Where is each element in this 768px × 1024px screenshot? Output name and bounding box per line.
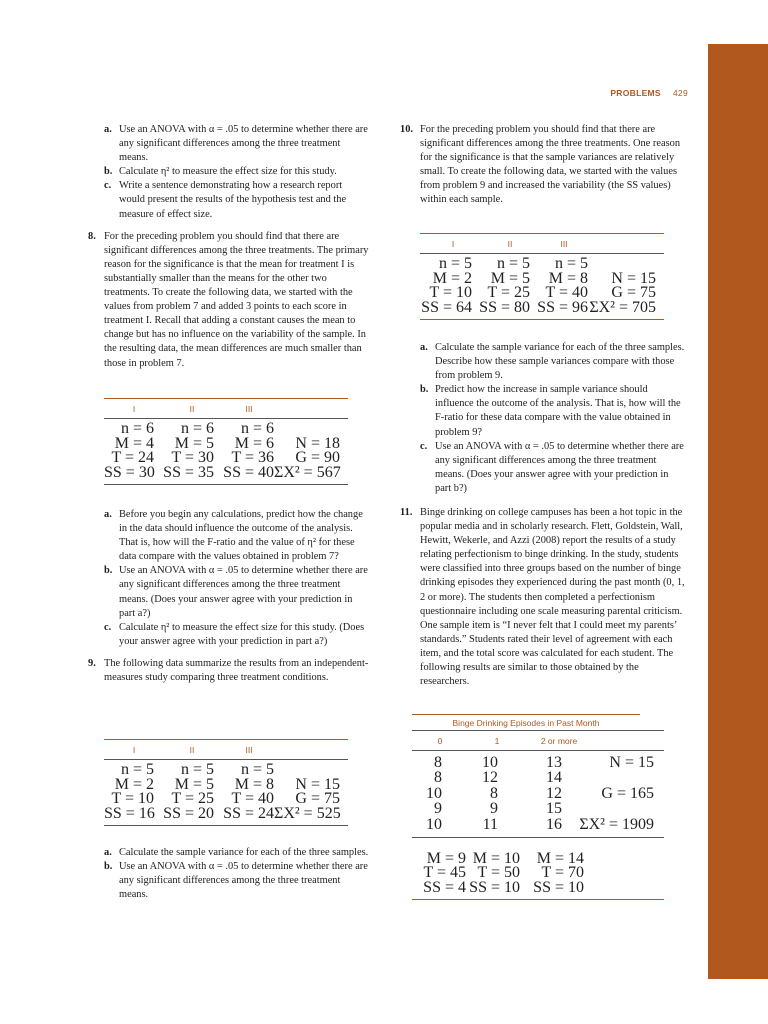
cell: T = 50	[477, 864, 520, 882]
cell: n = 6	[120, 420, 154, 438]
cell: M = 10	[472, 849, 520, 867]
table-problem-11	[412, 714, 664, 900]
problem-10	[400, 123, 686, 208]
label: b.	[104, 565, 113, 577]
problem-8	[88, 230, 370, 371]
cell: T = 40	[231, 790, 274, 808]
col-head: 1	[494, 735, 500, 746]
cell: n = 5	[240, 761, 274, 779]
cell: M = 14	[536, 849, 584, 867]
label: c.	[104, 621, 112, 633]
cell: ΣX² = 705	[589, 298, 656, 316]
page-number: 429	[672, 88, 688, 98]
table-header	[104, 739, 348, 760]
cell: T = 70	[541, 864, 584, 882]
cell: 11	[482, 815, 498, 833]
cell: M = 8	[234, 775, 274, 793]
cell: SS = 80	[479, 298, 530, 316]
cell: SS = 10	[469, 878, 520, 896]
cell: 16	[546, 815, 562, 833]
col-head: III	[245, 744, 253, 755]
col-head: I	[451, 238, 455, 249]
p7-sub-b	[104, 165, 370, 179]
cell: n = 5	[554, 255, 588, 273]
table-problem-10	[420, 233, 664, 320]
cell: N = 15	[295, 775, 340, 793]
cell: 10	[426, 784, 442, 802]
p7-sub-a	[104, 123, 370, 165]
cell: SS = 16	[104, 804, 155, 822]
cell: M = 2	[114, 775, 154, 793]
cell: T = 36	[231, 449, 274, 467]
cell: T = 25	[487, 284, 530, 302]
cell: 10	[482, 753, 498, 771]
cell: 9	[490, 800, 498, 818]
problem-11	[400, 506, 686, 689]
cell: n = 5	[496, 255, 530, 273]
p9-sub-b	[104, 860, 370, 902]
cell: 8	[434, 769, 442, 787]
table-header	[420, 233, 664, 254]
col-head: II	[507, 238, 513, 249]
cell: M = 6	[234, 434, 274, 452]
cell: SS = 30	[104, 463, 155, 481]
p8-sub-b	[104, 564, 370, 620]
label: a.	[104, 124, 112, 135]
label: b.	[420, 384, 429, 396]
cell: ΣX² = 1909	[579, 815, 654, 833]
p10-sub-c	[420, 440, 686, 496]
label: a.	[104, 847, 112, 858]
table-body	[420, 254, 664, 320]
p8-sub-c	[104, 621, 370, 649]
cell: T = 24	[111, 449, 154, 467]
col-head: 2 or more	[540, 735, 578, 746]
table-header	[104, 398, 348, 419]
cell: n = 6	[180, 420, 214, 438]
text: Calculate η² to measure the effect size for this study.	[119, 166, 337, 178]
p10-sub-b	[420, 383, 686, 439]
cell: 8	[434, 753, 442, 771]
cell: N = 15	[611, 269, 656, 287]
problem-number: 11.	[400, 507, 413, 518]
cell: n = 5	[180, 761, 214, 779]
cell: M = 5	[174, 434, 214, 452]
cell: 12	[546, 784, 562, 802]
table-row	[412, 817, 664, 833]
cell: 9	[434, 800, 442, 818]
problem-text: The following data summarize the results from an independent-measures study comparing three treatment conditions.	[104, 657, 369, 684]
text: Use an ANOVA with α = .05 to determine whether there are any significant differences among the three treatment means.	[119, 861, 368, 901]
table-problem-9	[104, 739, 348, 826]
problem-9	[88, 657, 370, 685]
table-scores	[412, 751, 664, 838]
table-row	[412, 771, 664, 787]
problem-text: For the preceding problem you should find that there are significant differences among the three treatments. The primary reason for the significance is that the mean for treatment I is substantially smaller than the means for the other two treatments. To create the following data, we started with the values from problem 7 and added 3 points to each score in treatment I. Recall that adding a constant causes the mean to change but has no influence on the variability of the sample. In the resulting data, the mean differences are much smaller than those in problem 7.	[104, 230, 369, 369]
problem-number: 10.	[400, 124, 413, 135]
label: b.	[104, 166, 113, 178]
cell: M = 4	[114, 434, 154, 452]
cell: M = 5	[174, 775, 214, 793]
cell: 13	[546, 753, 562, 771]
table-row	[412, 802, 664, 818]
table-row	[104, 804, 348, 822]
label: c.	[104, 180, 112, 192]
right-column-mid	[420, 341, 686, 496]
cell: M = 8	[548, 269, 588, 287]
cell: N = 18	[295, 434, 340, 452]
cell: T = 45	[423, 864, 466, 882]
cell: 12	[482, 769, 498, 787]
p7-sub-c	[104, 179, 370, 221]
cell: SS = 10	[533, 878, 584, 896]
cell: T = 25	[171, 790, 214, 808]
cell: T = 10	[429, 284, 472, 302]
cell: M = 2	[432, 269, 472, 287]
cell: SS = 24	[223, 804, 274, 822]
text: Before you begin any calculations, predict how the change in the data should influence the outcome of the analysis. That is, how will the F-ratio and the value of η² for these data compare with the values obtained in problem 7?	[119, 509, 363, 563]
text: Calculate the sample variance for each of the three samples.	[119, 847, 369, 858]
left-column	[88, 123, 370, 371]
text: Use an ANOVA with α = .05 to determine whether there are any significant differences among the three treatment means. (Does your answer agree with your prediction in part a?)	[119, 565, 368, 619]
col-head: II	[189, 744, 195, 755]
table-title: Binge Drinking Episodes in Past Month	[412, 714, 640, 730]
cell: 15	[546, 800, 562, 818]
cell: SS = 4	[423, 878, 466, 896]
table-row	[104, 463, 348, 481]
col-head: I	[132, 744, 136, 755]
col-head: 0	[437, 735, 443, 746]
label: c.	[420, 440, 428, 452]
cell: G = 90	[295, 449, 340, 467]
cell: SS = 96	[537, 298, 588, 316]
cell: 8	[490, 784, 498, 802]
cell: G = 75	[611, 284, 656, 302]
p10-sub-a	[420, 341, 686, 383]
problem-number: 9.	[88, 657, 96, 669]
cell: ΣX² = 567	[274, 463, 341, 481]
cell: n = 5	[438, 255, 472, 273]
cell: N = 15	[609, 753, 654, 771]
cell: T = 10	[111, 790, 154, 808]
p9-sub-a	[104, 846, 370, 860]
text: Use an ANOVA with α = .05 to determine whether there are any significant differences among the three treatment means.	[119, 124, 368, 164]
cell: 14	[546, 769, 562, 787]
text: Calculate the sample variance for each of the three samples. Describe how these sample variances compare with those from problem 9.	[435, 342, 685, 382]
table-header	[412, 730, 664, 751]
cell: n = 6	[240, 420, 274, 438]
cell: SS = 20	[163, 804, 214, 822]
cell: G = 75	[295, 790, 340, 808]
cell: ΣX² = 525	[274, 804, 341, 822]
cell: M = 9	[426, 849, 466, 867]
label: a.	[420, 342, 428, 353]
table-stats	[412, 838, 664, 901]
table-row	[420, 298, 664, 316]
cell: 10	[426, 815, 442, 833]
left-column-bottom	[104, 846, 370, 902]
table-body	[104, 419, 348, 485]
cell: SS = 64	[421, 298, 472, 316]
problem-number: 8.	[88, 230, 96, 242]
col-head: I	[132, 403, 136, 414]
cell: T = 30	[171, 449, 214, 467]
running-header	[520, 88, 688, 98]
left-column-lower	[88, 508, 370, 685]
cell: G = 165	[601, 784, 654, 802]
col-head: III	[560, 238, 568, 249]
problem-text: For the preceding problem you should find that there are significant differences among the three treatments. One reason for the significance is that the sample variances are relatively small. To create the following data, we started with the values from problem 9 and increased the variability (the SS values) within each sample.	[420, 124, 681, 206]
text: Use an ANOVA with α = .05 to determine whether there are any significant differences among the three treatment means. (Does your answer agree with your prediction in part b?)	[435, 440, 684, 494]
col-head: II	[189, 403, 195, 414]
right-column-lower	[400, 506, 686, 689]
label: b.	[104, 861, 113, 873]
text: Predict how the increase in sample variance should influence the outcome of the analysis. That is, how will the F-ratio for these data compare with the value obtained in problem 9?	[435, 384, 681, 438]
text: Write a sentence demonstrating how a research report would present the results of the hypothesis test and the measure of effect size.	[119, 180, 347, 220]
cell: T = 40	[545, 284, 588, 302]
p8-sub-a	[104, 508, 370, 564]
table-problem-8	[104, 398, 348, 485]
chapter-sidebar-bar	[708, 44, 768, 979]
cell: SS = 40	[223, 463, 274, 481]
right-column	[400, 123, 686, 208]
section-title: PROBLEMS	[610, 88, 661, 98]
text: Calculate η² to measure the effect size for this study. (Does your answer agree with your prediction in part a?)	[119, 621, 365, 647]
table-body	[104, 760, 348, 826]
label: a.	[104, 509, 112, 520]
problem-text: Binge drinking on college campuses has been a hot topic in the popular media and in scholarly research. Flett, Goldstein, Wall, Hewitt, Wekerle, and Azzi (2008) report the results of a study relating perfectionism to binge drinking. In the study, students were classified into three groups based on the number of binge drinking episodes they experienced during the past month (0, 1, 2 or more). The students then completed a perfectionism questionnaire including one scale measuring parental criticism. One sample item is “I never felt that I could meet my parents’ standards.” Students rated their level of agreement with each item, and the total score was calculated for each student. The following results are similar to those obtained by the researchers.	[420, 507, 685, 688]
table-row	[412, 755, 664, 771]
table-row	[412, 786, 664, 802]
cell: M = 5	[490, 269, 530, 287]
cell: SS = 35	[163, 463, 214, 481]
cell: n = 5	[120, 761, 154, 779]
col-head: III	[245, 403, 253, 414]
table-row	[412, 878, 664, 896]
